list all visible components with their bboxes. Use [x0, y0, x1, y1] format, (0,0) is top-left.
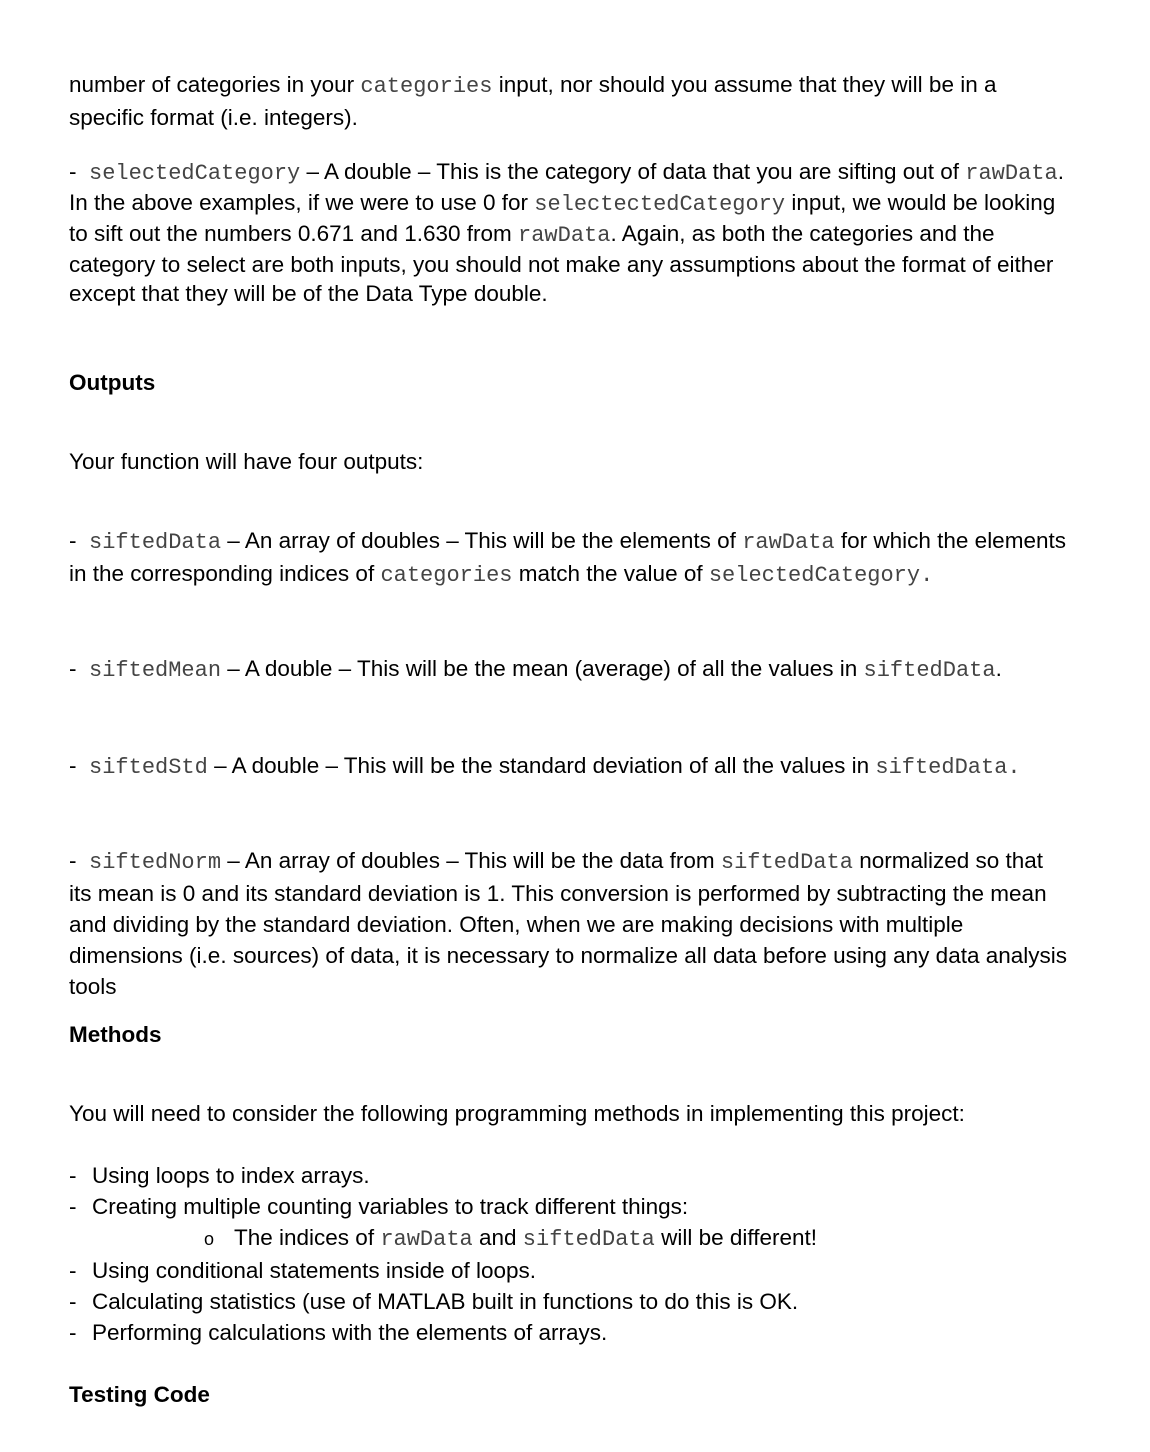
list-item: Creating multiple counting variables to track different things:	[92, 1194, 689, 1219]
output-siftedData	[69, 525, 1069, 591]
dash: -	[69, 1258, 77, 1283]
code-selectedCategory: selectedCategory.	[708, 563, 934, 588]
testing-heading: Testing Code	[69, 1382, 210, 1407]
code-siftedData: siftedData	[863, 658, 996, 683]
output-siftedStd	[69, 750, 1069, 783]
selected-category-paragraph	[69, 157, 1069, 308]
text: – A double – This will be the standard deviation of all the values in	[207, 753, 876, 778]
text: . Again, as both the categories and the category to select are both inputs, you should not make any assumptions about the format of either except that they will be of the Data Type double.	[69, 221, 1054, 306]
code-selectedCategory: selectedCategory	[89, 161, 301, 186]
text: – A double – This is the category of data that you are sifting out of	[300, 159, 966, 184]
code-siftedData: siftedData	[522, 1227, 655, 1252]
code-rawData: rawData	[965, 161, 1058, 186]
code-siftedMean: siftedMean	[89, 658, 222, 683]
code-rawData: rawData	[380, 1227, 473, 1252]
dash: -	[69, 159, 77, 184]
dash: -	[69, 656, 77, 681]
text: number of categories in your	[69, 72, 361, 97]
text: normalized so that its mean is 0 and its standard deviation is 1. This conversion is performed by subtracting the mean and dividing by the standard deviation. Often, when we are making decisions with multiple dimensions (i.e. sources) of data, it is necessary to normalize all data before using any data analysis tools	[69, 848, 1068, 999]
dash: -	[69, 528, 77, 553]
text: – A double – This will be the mean (average) of all the values in	[221, 656, 864, 681]
dash: -	[69, 848, 77, 873]
outputs-intro: Your function will have four outputs:	[69, 449, 424, 474]
text: for which the elements in the corresponding indices of	[69, 528, 1066, 586]
text: .	[995, 656, 1002, 681]
bullet-icon: o	[204, 1229, 215, 1249]
methods-item	[69, 1160, 1069, 1191]
text: input, we would be looking to sift out the numbers 0.671 and 1.630 from	[69, 190, 1056, 246]
outputs-heading: Outputs	[69, 370, 156, 395]
output-siftedNorm	[69, 845, 1069, 1002]
text: match the value of	[512, 561, 709, 586]
code-siftedNorm: siftedNorm	[89, 850, 222, 875]
text: input, nor should you assume that they will be in a specific format (i.e. integers).	[69, 72, 997, 130]
dash: -	[69, 1320, 77, 1345]
code-rawData: rawData	[742, 530, 835, 555]
code-selectectedCategory: selectectedCategory	[534, 192, 786, 217]
code-categories: categories	[380, 563, 513, 588]
code-rawData: rawData	[518, 223, 611, 248]
text: – An array of doubles – This will be the elements of	[221, 528, 743, 553]
list-item: Calculating statistics (use of MATLAB built in functions to do this is OK.	[92, 1289, 799, 1314]
code-siftedData: siftedData	[720, 850, 853, 875]
dash: -	[69, 1163, 77, 1188]
text: will be different!	[654, 1225, 817, 1250]
text: The indices of	[234, 1225, 381, 1250]
text: and	[472, 1225, 523, 1250]
list-item: Performing calculations with the elements of arrays.	[92, 1320, 608, 1345]
methods-heading: Methods	[69, 1022, 162, 1047]
list-item: Using loops to index arrays.	[92, 1163, 370, 1188]
methods-item	[69, 1191, 1069, 1222]
dash: -	[69, 1289, 77, 1314]
methods-subitem	[204, 1222, 817, 1255]
text: . In the above examples, if we were to use 0 for	[69, 159, 1064, 215]
text: – An array of doubles – This will be the data from	[221, 848, 721, 873]
methods-item	[69, 1255, 1069, 1286]
code-siftedStd: siftedStd	[89, 755, 208, 780]
code-siftedData: siftedData	[89, 530, 222, 555]
intro-paragraph	[69, 69, 1069, 133]
code-siftedData: siftedData.	[875, 755, 1021, 780]
dash: -	[69, 1194, 77, 1219]
methods-item	[69, 1317, 1069, 1348]
methods-intro: You will need to consider the following programming methods in implementing this project:	[69, 1101, 965, 1126]
code-categories: categories	[360, 74, 493, 99]
dash: -	[69, 753, 77, 778]
list-item: Using conditional statements inside of loops.	[92, 1258, 537, 1283]
methods-item	[69, 1286, 1069, 1317]
output-siftedMean	[69, 653, 1069, 686]
